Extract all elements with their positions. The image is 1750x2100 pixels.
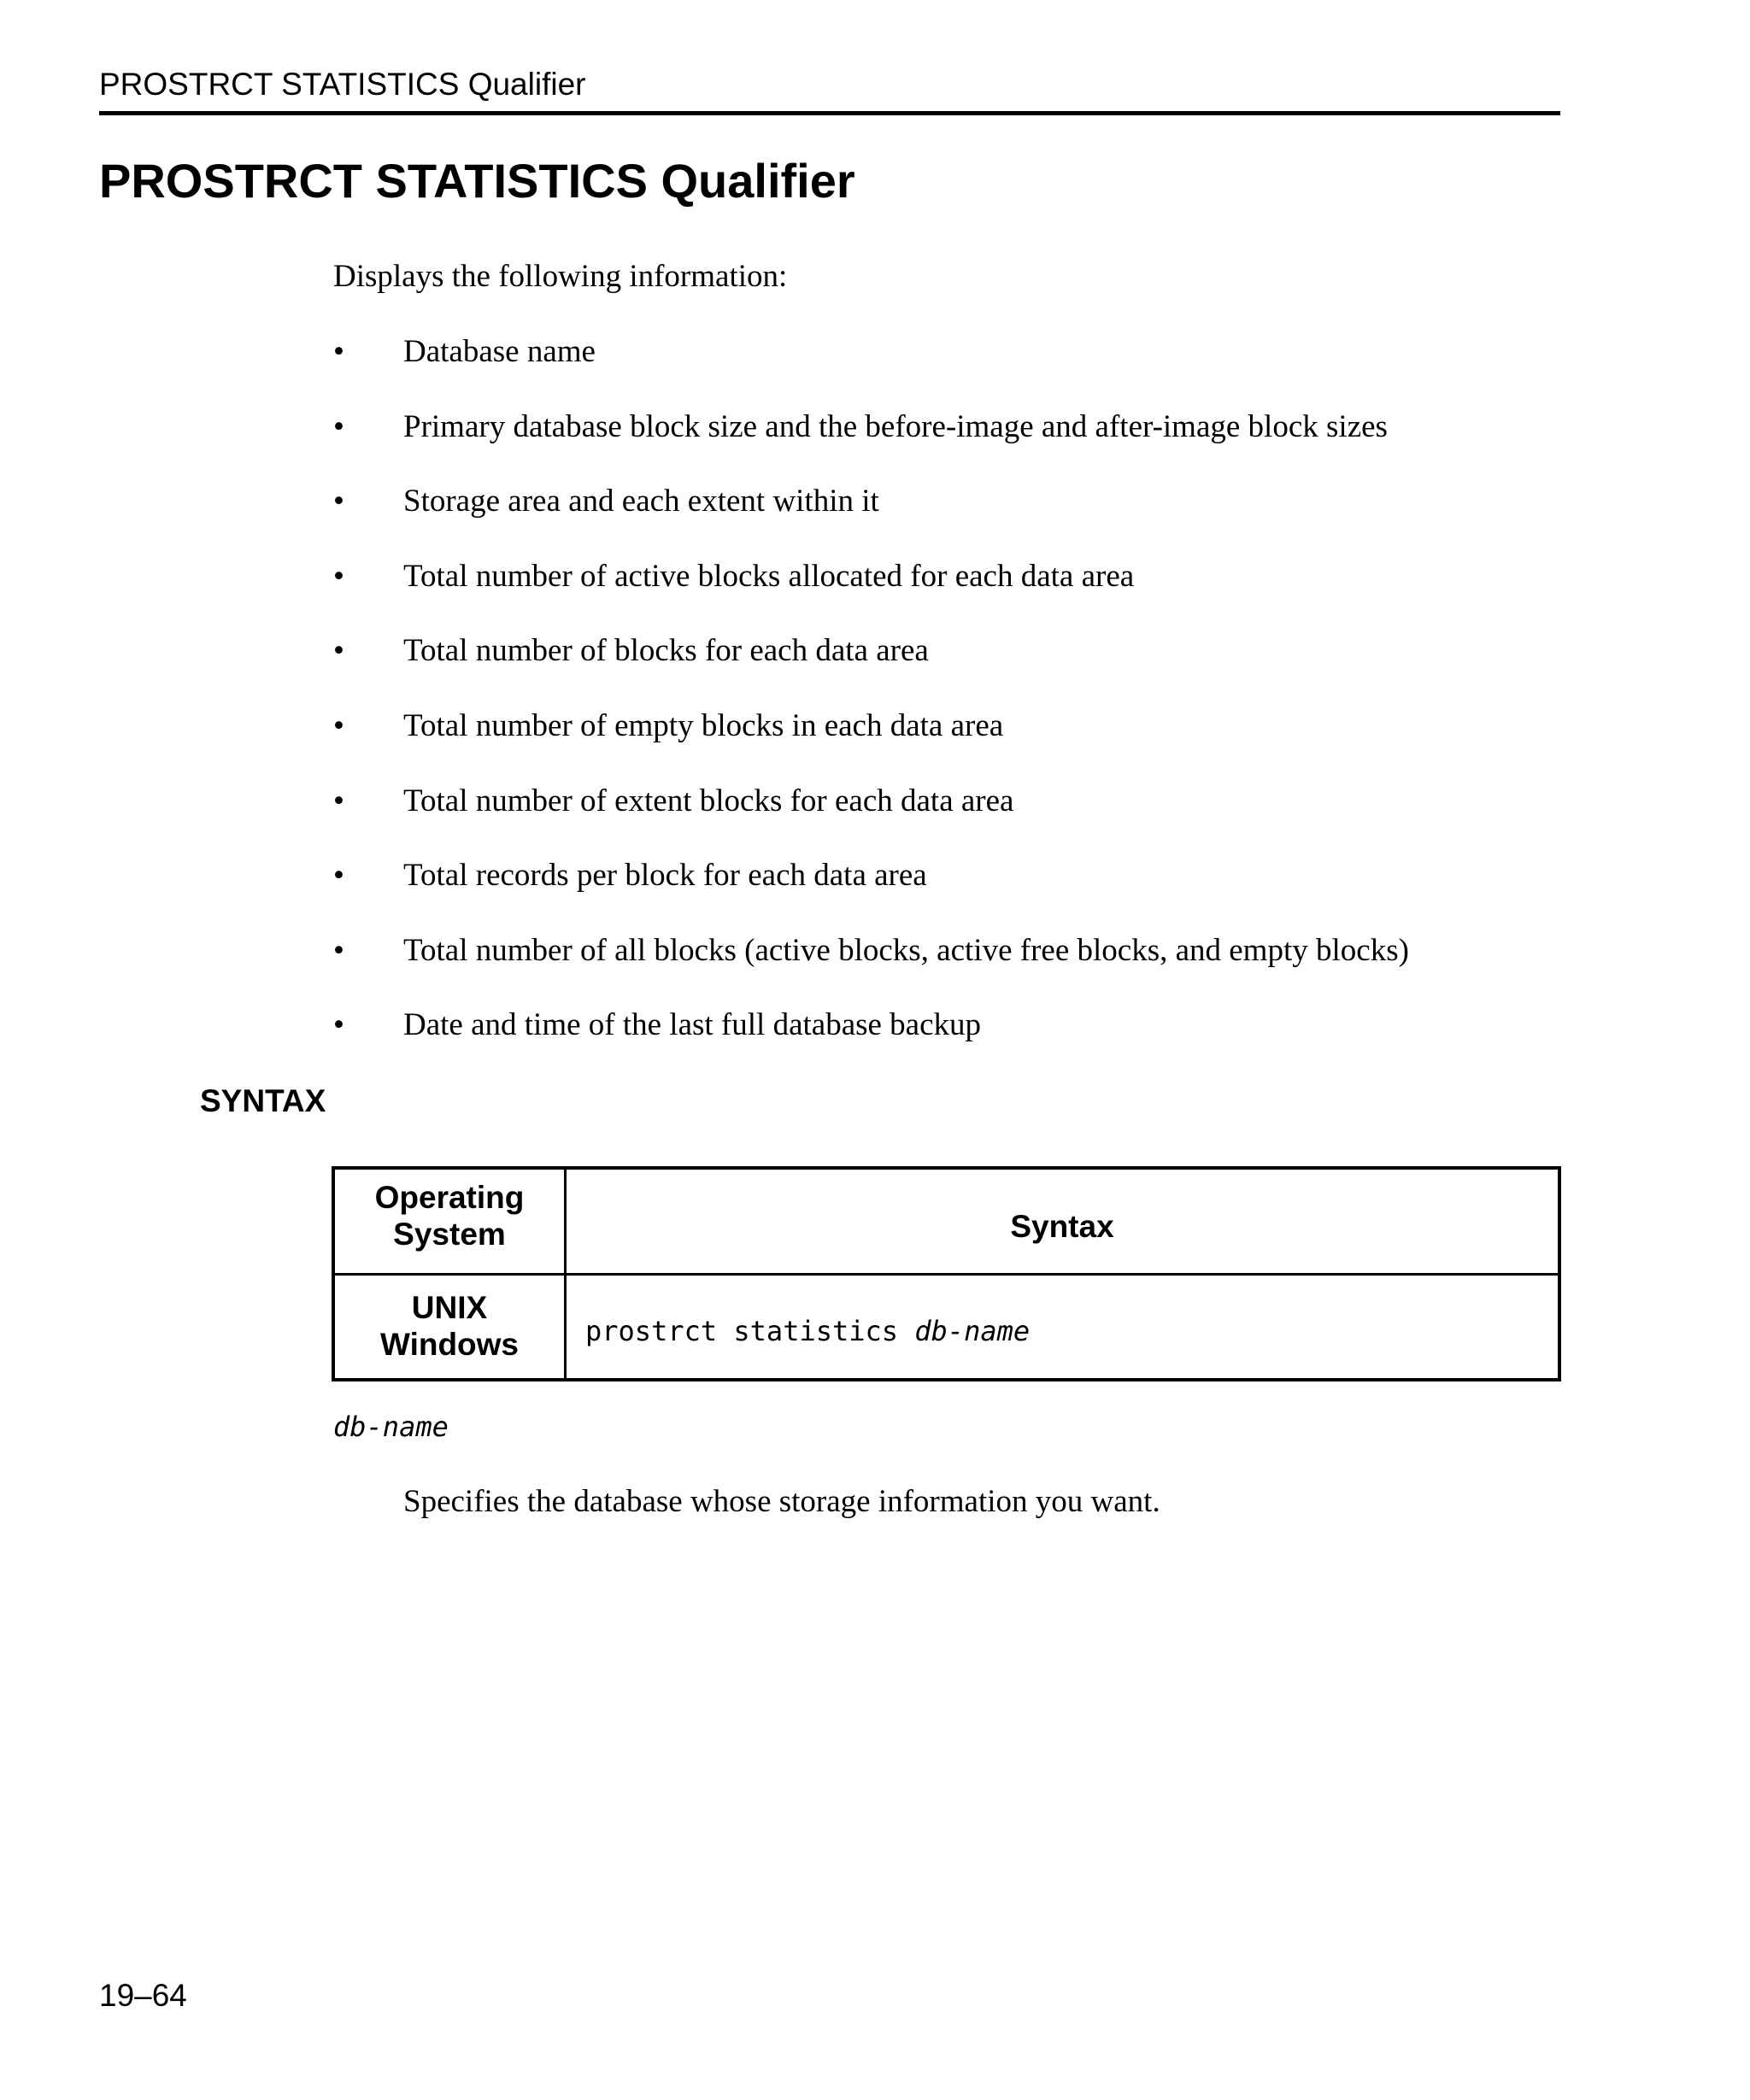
command-argument: db-name (914, 1314, 1031, 1347)
list-item-text: Total number of extent blocks for each data area (403, 783, 1014, 818)
bullet-icon: • (333, 1007, 344, 1043)
list-item-text: Storage area and each extent within it (403, 484, 879, 519)
os-column-header (333, 1168, 566, 1274)
list-item-text: Total number of blocks for each data area (403, 633, 929, 669)
parameter-description: Specifies the database whose storage information you want. (403, 1484, 1160, 1519)
list-item-text: Primary database block size and the before-image and after-image block sizes (403, 408, 1388, 444)
parameter-term: db-name (333, 1411, 449, 1443)
os-name: Windows (379, 1326, 520, 1362)
bullet-icon: • (333, 633, 344, 669)
list-item-text: Total number of active blocks allocated for each data area (403, 558, 1135, 594)
page-number: 19–64 (99, 1978, 187, 2013)
bullet-icon: • (333, 858, 344, 894)
bullet-icon: • (333, 484, 344, 519)
syntax-table (332, 1166, 1561, 1381)
list-item-text: Database name (403, 334, 596, 369)
intro-text: Displays the following information: (333, 259, 788, 294)
list-item-text: Total number of all blocks (active blocks, active free blocks, and empty blocks) (403, 932, 1409, 968)
os-header-line: System (393, 1216, 506, 1252)
os-header-line: Operating (374, 1180, 525, 1215)
os-name: UNIX (411, 1290, 488, 1326)
list-item-text: Date and time of the last full database backup (403, 1007, 982, 1043)
bullet-icon: • (333, 783, 344, 818)
page-title: PROSTRCT STATISTICS Qualifier (99, 154, 855, 208)
syntax-cell (566, 1274, 1560, 1380)
command-text: prostrct statistics (585, 1314, 899, 1347)
bullet-icon: • (333, 707, 344, 743)
table-row (333, 1274, 1559, 1380)
syntax-column-header: Syntax (566, 1168, 1560, 1274)
bullet-icon: • (333, 558, 344, 594)
bullet-icon: • (333, 932, 344, 968)
table-header-row (333, 1168, 1559, 1274)
list-item-text: Total records per block for each data area (403, 858, 927, 894)
os-cell (333, 1274, 566, 1380)
syntax-heading: SYNTAX (200, 1083, 326, 1118)
list-item-text: Total number of empty blocks in each data area (403, 707, 1004, 743)
bullet-icon: • (333, 408, 344, 444)
header-rule (99, 111, 1560, 115)
running-header: PROSTRCT STATISTICS Qualifier (99, 67, 586, 102)
bullet-icon: • (333, 334, 344, 369)
